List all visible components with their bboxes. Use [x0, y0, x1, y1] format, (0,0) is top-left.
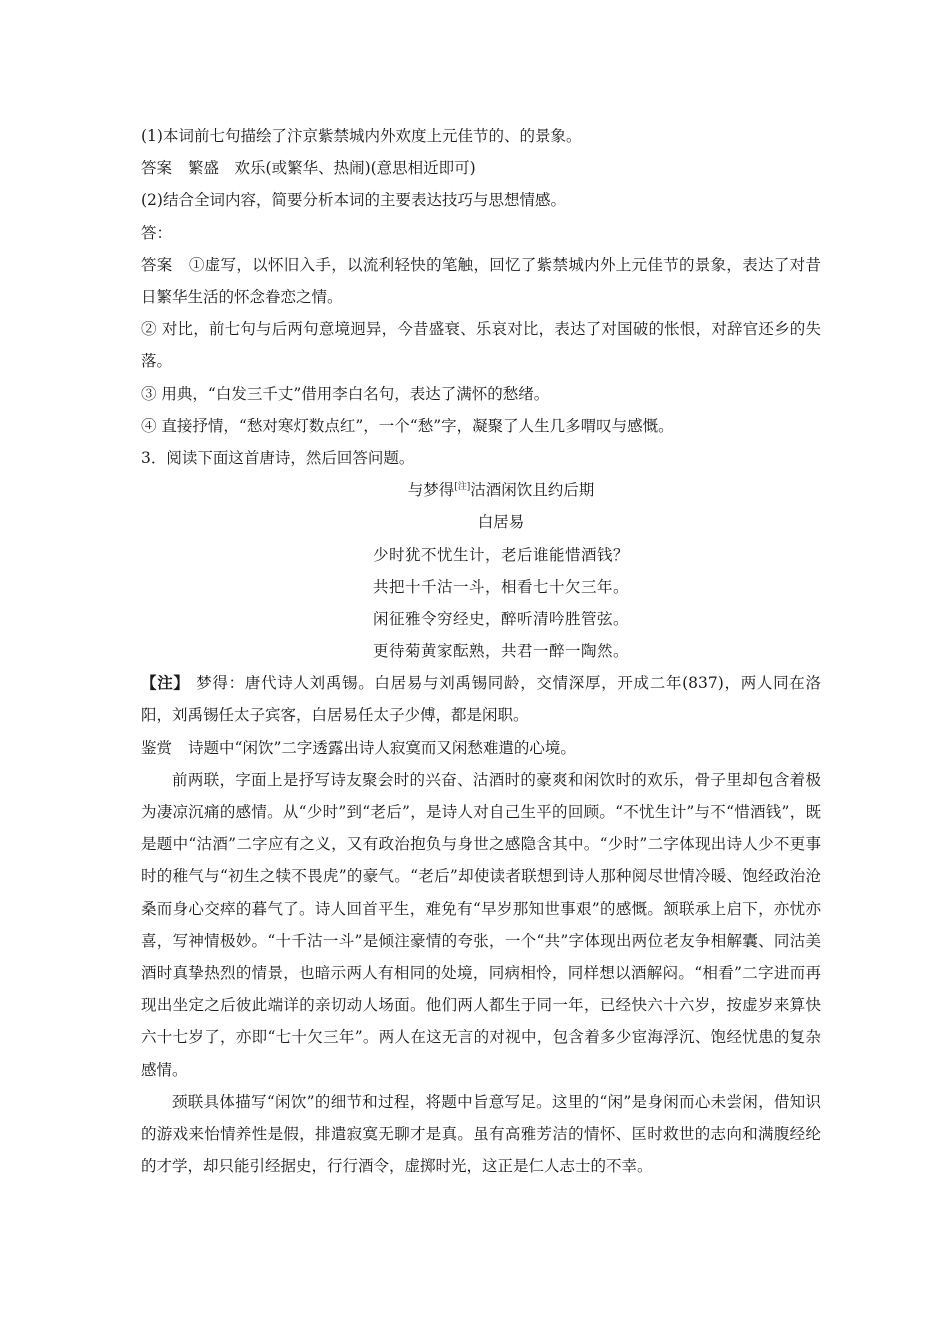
appreciation-paragraph: 颈联具体描写“闲饮”的细节和过程，将题中旨意写足。这里的“闲”是身闲而心未尝闲，借知识的游戏来怡情养性是假，排遣寂寞无聊才是真。虽有高雅芳洁的情怀、匡时救世的志向和满腹经纶的才学，却只能引经据史，行行酒令，虚掷时光，这正是仁人志士的不幸。 — [141, 1092, 821, 1176]
answer-prompt: 答： — [141, 223, 173, 242]
poem-line: 闲征雅令穷经史，醉听清吟胜管弦。 — [372, 609, 629, 628]
poem-note — [141, 667, 821, 731]
poem-author: 白居易 — [477, 513, 525, 532]
question-1: (1)本词前七句描绘了汴京紫禁城内外欢度上元佳节的、的景象。 — [141, 127, 582, 145]
answer-2-point-4: ④ 直接抒情，“愁对寒灯数点红”，一个“愁”字，凝聚了人生几多喟叹与感慨。 — [141, 416, 674, 435]
answer-1 — [141, 152, 821, 184]
poem-line: 更待菊黄家酝熟，共君一醉一陶然。 — [372, 642, 629, 661]
poem-title — [141, 474, 821, 506]
question-3-prompt: 3．阅读下面这首唐诗，然后回答问题。 — [141, 448, 415, 467]
answer-label: 答案 — [141, 159, 173, 178]
appreciation-intro — [141, 732, 821, 764]
answer-2-point-2: ② 对比，前七句与后两句意境迥异，今昔盛衰、乐哀对比，表达了对国破的怅恨，对辞官还乡的失落。 — [141, 320, 821, 371]
poem-line: 共把十千沽一斗，相看七十欠三年。 — [372, 577, 629, 596]
poem-title-part-a: 与梦得 — [407, 481, 455, 500]
appreciation-label: 鉴赏 — [141, 738, 173, 757]
answer-text: 繁盛 欢乐(或繁华、热闹)(意思相近即可) — [188, 159, 476, 178]
poem-title-part-b: 沽酒闲饮且约后期 — [470, 481, 595, 500]
appreciation-text: 诗题中“闲饮”二字透露出诗人寂寞而又闲愁难遣的心境。 — [188, 738, 576, 757]
answer-2-point-3: ③ 用典，“白发三千丈”借用李白名句，表达了满怀的愁绪。 — [141, 384, 550, 403]
point-text: ①虚写，以怀旧入手，以流利轻快的笔触，回忆了紫禁城内外上元佳节的景象，表达了对昔日繁华生活的怀念眷恋之情。 — [141, 255, 821, 306]
answer-label: 答案 — [141, 255, 173, 274]
note-text: 梦得：唐代诗人刘禹锡。白居易与刘禹锡同龄，交情深厚，开成二年(837)，两人同在洛阳，刘禹锡任太子宾客，白居易任太子少傅，都是闲职。 — [141, 674, 821, 725]
poem-line: 少时犹不忧生计，老后谁能惜酒钱？ — [372, 545, 629, 564]
document-page — [141, 120, 821, 1182]
question-2: (2)结合全词内容，简要分析本词的主要表达技巧与思想情感。 — [141, 191, 566, 210]
answer-2-point-1 — [141, 249, 821, 313]
note-marker: [注] — [454, 482, 471, 493]
note-label: 【注】 — [141, 673, 190, 693]
appreciation-paragraph: 前两联，字面上是抒写诗友聚会时的兴奋、沽酒时的豪爽和闲饮时的欢乐，骨子里却包含着极为凄凉沉痛的感情。从“少时”到“老后”，是诗人对自己生平的回顾。“不忧生计”与不“惜酒钱”，既是题中“沽酒”二字应有之义，又有政治抱负与身世之感隐含其中。“少时”二字体现出诗人少不更事时的稚气与“初生之犊不畏虎”的豪气。“老后”却使读者联想到诗人那种阅尽世情冷暖、饱经政治沧桑而身心交瘁的暮气了。诗人回首平生，难免有“早岁那知世事艰”的感慨。颔联承上启下，亦忧亦喜，写神情极妙。“十千沽一斗”是倾注豪情的夸张，一个“共”字体现出两位老友争相解囊、同沽美酒时真挚热烈的情景，也暗示两人有相同的处境，同病相怜，同样想以酒解闷。“相看”二字进而再现出坐定之后彼此端详的亲切动人场面。他们两人都生于同一年，已经快六十六岁，按虚岁来算快六十七岁了，亦即“七十欠三年”。两人在这无言的对视中，包含着多少宦海浮沉、饱经忧患的复杂感情。 — [141, 770, 821, 1079]
